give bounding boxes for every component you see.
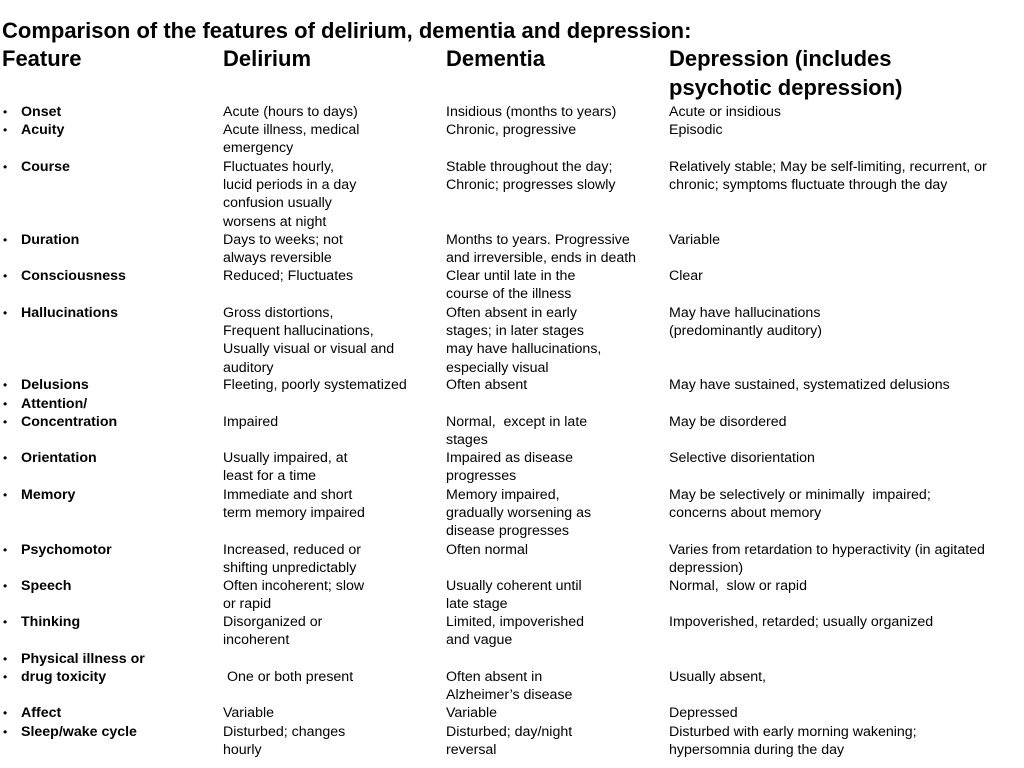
dementia-cell: Limited, impoverished and vague: [446, 614, 584, 649]
delirium-cell: Gross distortions, Frequent hallucinations, Usually visual or visual and auditory: [223, 305, 395, 376]
delirium-cell: One or both present: [223, 669, 354, 685]
feature-label: Speech: [21, 578, 72, 594]
bullet-icon: •: [3, 105, 8, 119]
delirium-cell: Fleeting, poorly systematized: [223, 377, 407, 393]
delirium-cell: Usually impaired, at least for a time: [223, 450, 348, 485]
feature-label: Consciousness: [21, 268, 126, 284]
depression-cell: Variable: [669, 232, 720, 248]
bullet-icon: •: [3, 670, 8, 685]
dementia-cell: Clear until late in the course of the illness: [446, 268, 576, 303]
feature-label: Delusions: [21, 377, 89, 393]
bullet-icon: •: [3, 615, 8, 629]
delirium-cell: Days to weeks; not always reversible: [223, 232, 343, 267]
dementia-cell: Impaired as disease progresses: [446, 450, 573, 485]
bullet-icon: •: [3, 652, 8, 666]
dementia-cell: Memory impaired, gradually worsening as disease progresses: [446, 487, 592, 540]
depression-cell: May have hallucinations (predominantly auditory): [669, 305, 822, 340]
feature-label: Acuity: [21, 122, 65, 138]
delirium-cell: Disorganized or incoherent: [223, 614, 323, 649]
dementia-cell: Variable: [446, 705, 497, 721]
page-title: Comparison of the features of delirium, dementia and depression:: [2, 18, 692, 43]
feature-label: Duration: [21, 232, 80, 248]
delirium-cell: Disturbed; changes hourly: [223, 724, 346, 759]
delirium-cell: Variable: [223, 705, 274, 721]
dementia-cell: Usually coherent until late stage: [446, 578, 582, 613]
depression-cell: Normal, slow or rapid: [669, 578, 807, 594]
dementia-cell: Often normal: [446, 542, 529, 558]
delirium-cell: Fluctuates hourly, lucid periods in a day confusion usually worsens at night: [223, 159, 357, 230]
feature-label: Hallucinations: [21, 305, 118, 321]
depression-cell: Relatively stable; May be self-limiting, recurrent, or chronic; symptoms fluctuate through the day: [669, 159, 987, 194]
feature-label: Psychomotor: [21, 542, 112, 558]
depression-cell: Disturbed with early morning wakening; hypersomnia during the day: [669, 724, 917, 759]
delirium-cell: Acute (hours to days): [223, 104, 358, 120]
bullet-icon: •: [3, 706, 8, 720]
bullet-icon: •: [3, 160, 8, 174]
depression-cell: May be disordered: [669, 414, 787, 430]
bullet-icon: •: [3, 579, 8, 593]
depression-cell: Varies from retardation to hyperactivity (in agitated depression): [669, 542, 985, 577]
bullet-icon: •: [3, 488, 8, 502]
feature-label: Sleep/wake cycle: [21, 724, 137, 740]
bullet-icon: •: [3, 306, 8, 320]
bullet-icon: •: [3, 415, 8, 429]
depression-cell: Selective disorientation: [669, 450, 815, 466]
column-header-feature: Feature: [2, 46, 82, 71]
depression-cell: May have sustained, systematized delusions: [669, 377, 950, 393]
column-header-depression: Depression (includes psychotic depression): [669, 46, 903, 100]
bullet-icon: •: [3, 451, 8, 465]
dementia-cell: Normal, except in late stages: [446, 414, 588, 449]
bullet-icon: •: [3, 233, 8, 247]
dementia-cell: Months to years. Progressive and irreversible, ends in death: [446, 232, 637, 267]
feature-label: Orientation: [21, 450, 97, 466]
depression-cell: Acute or insidious: [669, 104, 781, 120]
feature-label: Attention/: [21, 396, 88, 412]
delirium-cell: Increased, reduced or shifting unpredictably: [223, 542, 362, 577]
feature-label: Affect: [21, 705, 62, 721]
column-header-dementia: Dementia: [446, 46, 546, 71]
depression-cell: Impoverished, retarded; usually organized: [669, 614, 934, 630]
bullet-icon: •: [3, 725, 8, 739]
delirium-cell: Acute illness, medical emergency: [223, 122, 360, 157]
delirium-cell: Often incoherent; slow or rapid: [223, 578, 365, 613]
dementia-cell: Insidious (months to years): [446, 104, 617, 120]
feature-label: Course: [21, 159, 70, 175]
column-header-delirium: Delirium: [223, 46, 312, 71]
bullet-icon: •: [3, 397, 8, 411]
dementia-cell: Often absent: [446, 377, 528, 393]
bullet-icon: •: [3, 269, 8, 283]
delirium-cell: Impaired: [223, 414, 279, 430]
dementia-cell: Chronic, progressive: [446, 122, 577, 138]
dementia-cell: Often absent in Alzheimer’s disease: [446, 669, 573, 704]
bullet-icon: •: [3, 378, 8, 392]
dementia-cell: Often absent in early stages; in later stages may have hallucinations, especially visual: [446, 305, 602, 376]
dementia-cell: Stable throughout the day; Chronic; progresses slowly: [446, 159, 616, 194]
delirium-cell: Reduced; Fluctuates: [223, 268, 354, 284]
feature-label: Thinking: [21, 614, 81, 630]
depression-cell: Clear: [669, 268, 703, 284]
feature-label: Memory: [21, 487, 76, 503]
bullet-icon: •: [3, 123, 8, 137]
bullet-icon: •: [3, 543, 8, 557]
dementia-cell: Disturbed; day/night reversal: [446, 724, 573, 759]
depression-cell: Episodic: [669, 122, 723, 138]
depression-cell: Depressed: [669, 705, 738, 721]
depression-cell: Usually absent,: [669, 669, 766, 685]
feature-label: Concentration: [21, 414, 118, 430]
depression-cell: May be selectively or minimally impaired; concerns about memory: [669, 487, 931, 522]
delirium-cell: Immediate and short term memory impaired: [223, 487, 365, 522]
feature-label: Physical illness or drug toxicity: [21, 651, 145, 686]
feature-label: Onset: [21, 104, 62, 120]
